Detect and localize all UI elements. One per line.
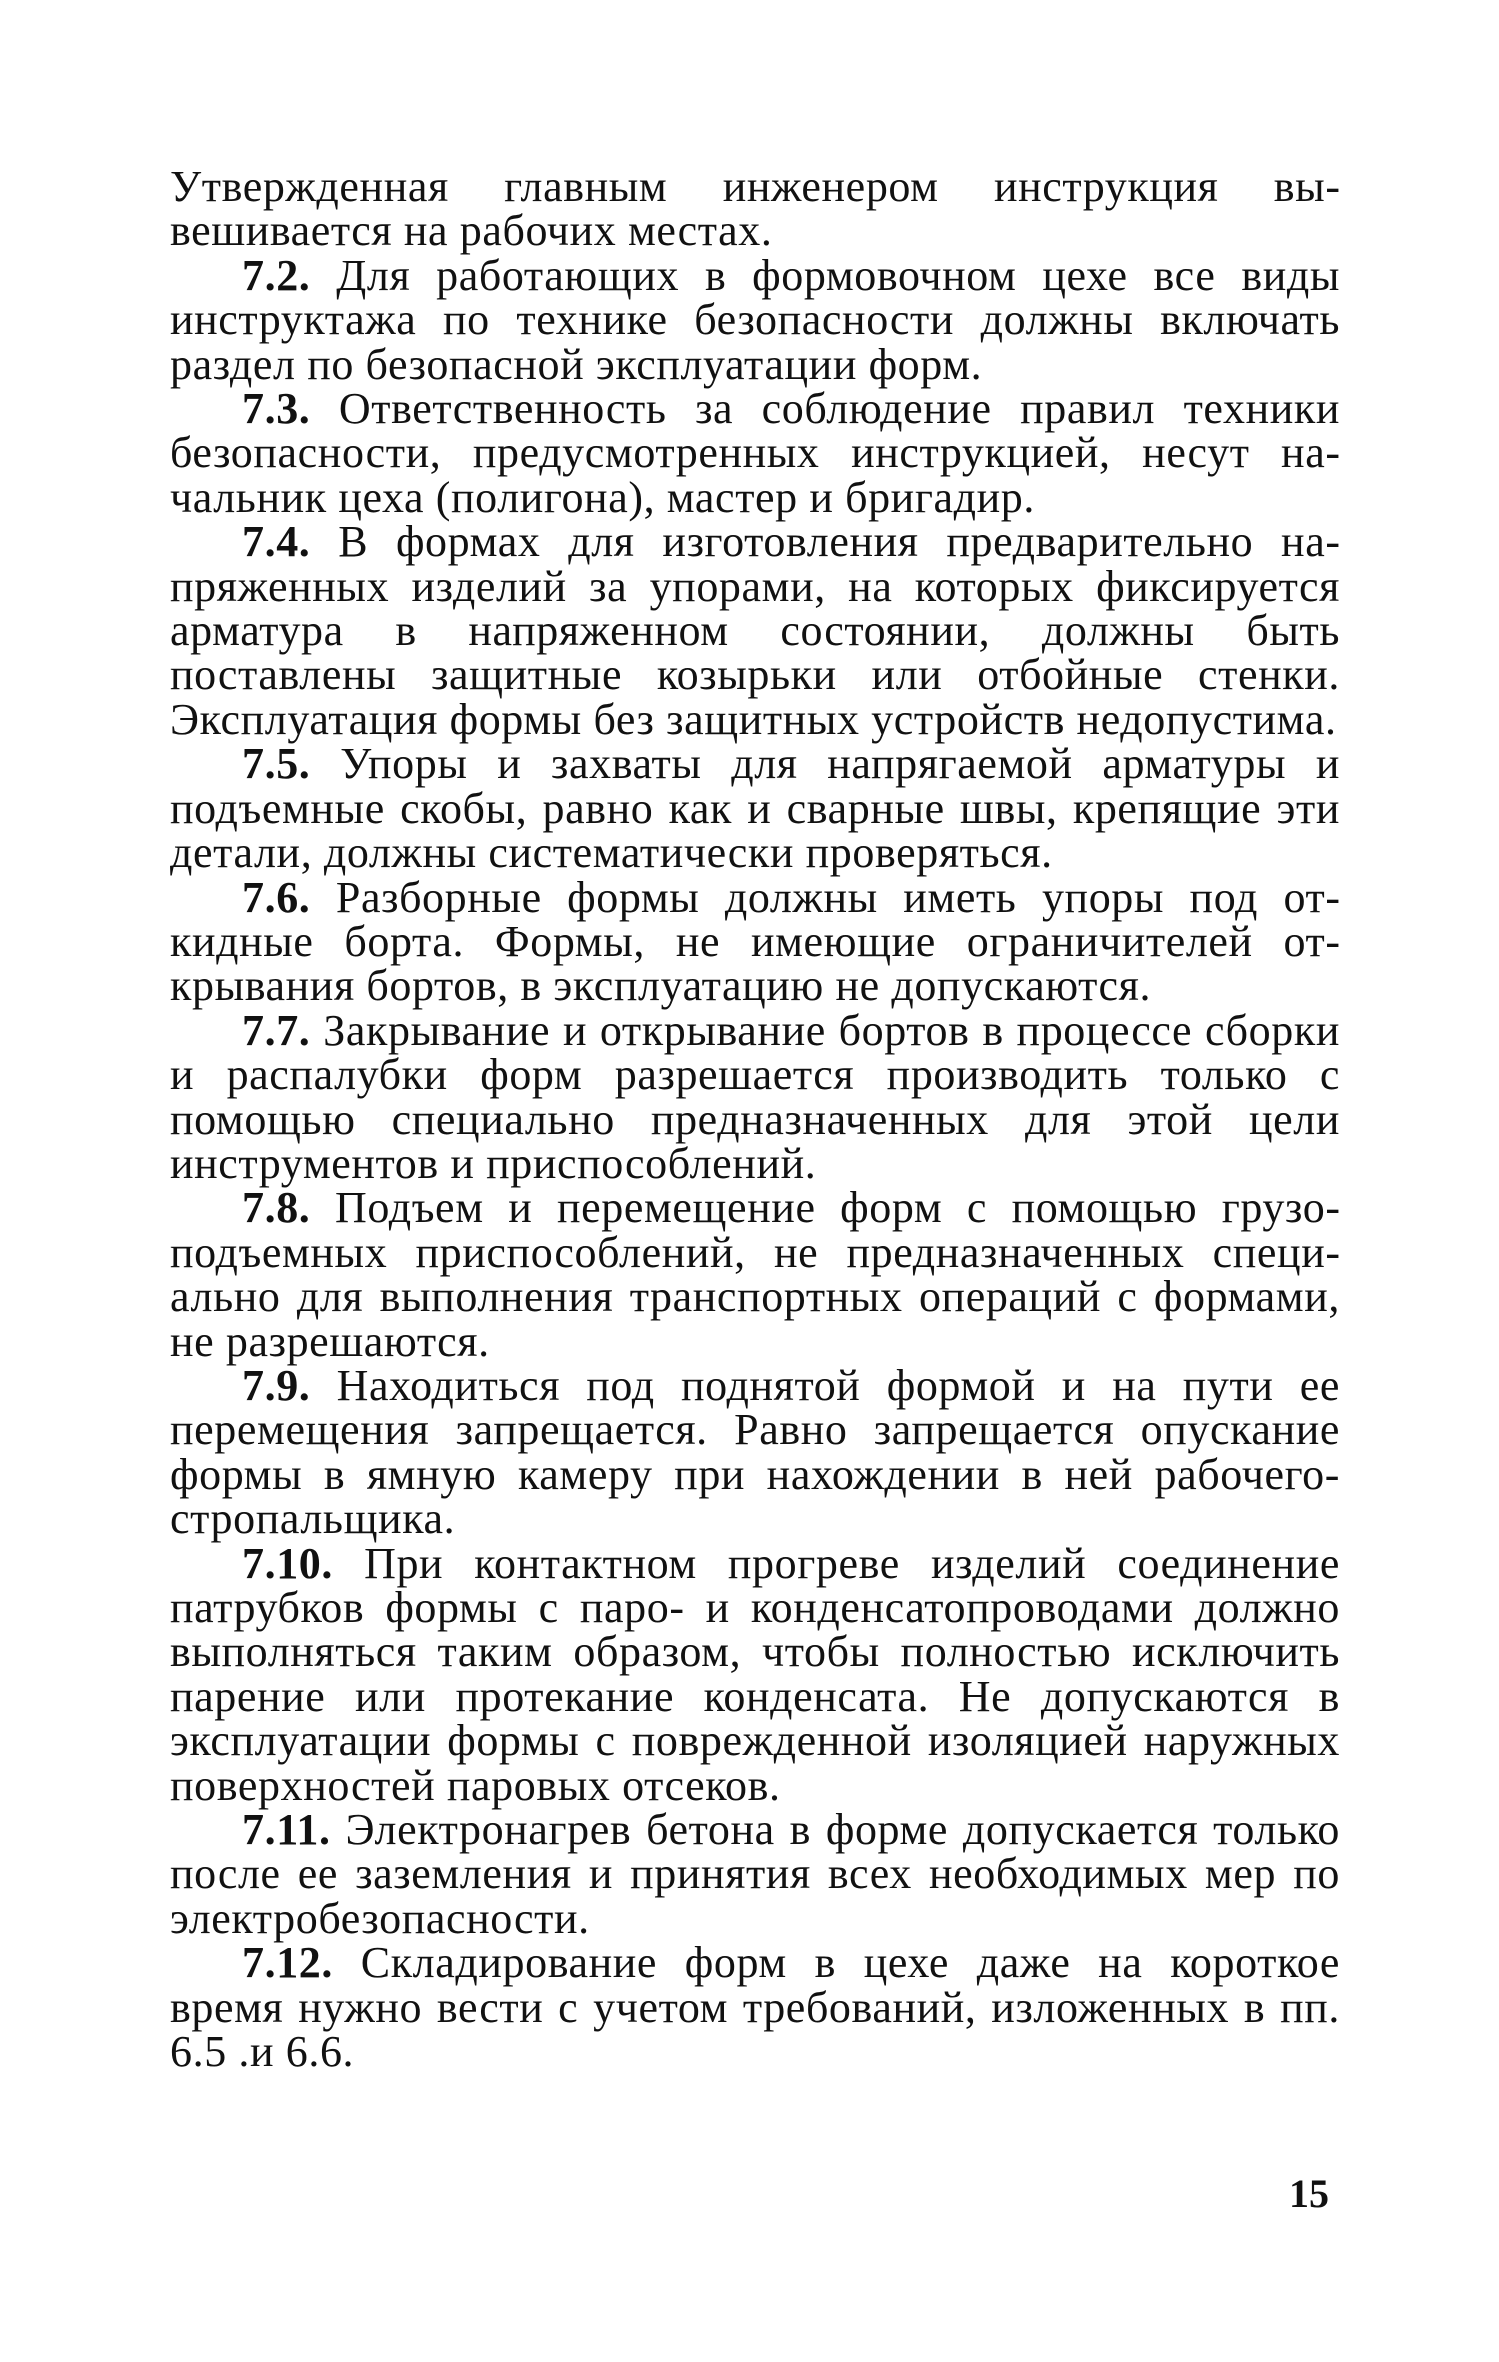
paragraph-7-4 bbox=[170, 517, 1340, 744]
paragraph-7-12 bbox=[170, 1938, 1340, 2077]
paragraph-text: При контактном прогреве изделий соединение патрубков формы с паро- и конденсатопроводами должно выполняться таким образом, чтобы полностью исключить парение или протекание конденсата. Не допускаются в эксплуатации формы с поврежденной изоляцией наружных поверхностей паровых отсеков. bbox=[170, 1538, 1340, 1810]
paragraph-text: Находиться под поднятой формой и на пути ее перемещения запрещается. Равно запрещается опускание формы в ямную камеру при нахождении в ней рабочего-стропальщика. bbox=[170, 1360, 1340, 1544]
paragraph-7-9 bbox=[170, 1360, 1340, 1544]
paragraph-text: Электронагрев бетона в форме допускается только после ее заземления и принятия всех необходимых мер по электробезопасности. bbox=[170, 1805, 1340, 1943]
intro-text: Утвержденная главным инженером инструкция вывешивается на рабочих местах. bbox=[170, 162, 1340, 256]
paragraph-text: Упоры и захваты для напрягаемой арматуры и подъемные скобы, равно как и сварные швы, крепящие эти детали, должны систематически проверяться. bbox=[170, 739, 1341, 878]
paragraph-7-2 bbox=[170, 250, 1340, 389]
paragraph-number: 7.3. bbox=[242, 384, 311, 434]
paragraph-text: Складирование форм в цехе даже на короткое время нужно вести с учетом требований, изложенных в пп. 6.5 .и 6.6. bbox=[170, 1938, 1340, 2077]
document-body bbox=[170, 162, 1341, 2077]
paragraph-text: Подъем и перемещение форм с помощью грузоподъемных приспособлений, не предназначенных специально для выполнения транспортных операций с формами, не разрешаются. bbox=[170, 1183, 1341, 1366]
paragraph-number: 7.10. bbox=[242, 1538, 333, 1588]
paragraph-number: 7.9. bbox=[242, 1360, 311, 1410]
paragraph-number: 7.12. bbox=[242, 1938, 333, 1988]
page-number: 15 bbox=[1289, 2171, 1329, 2216]
paragraph-text: Для работающих в формовочном цехе все виды инструктажа по технике безопасности должны включать раздел по безопасной эксплуатации форм. bbox=[170, 250, 1340, 389]
paragraph-7-10 bbox=[170, 1538, 1340, 1810]
paragraph-number: 7.5. bbox=[242, 739, 311, 789]
paragraph-number: 7.6. bbox=[242, 872, 311, 922]
paragraph-number: 7.8. bbox=[242, 1183, 311, 1233]
paragraph-7-5 bbox=[170, 739, 1341, 878]
paragraph-number: 7.11. bbox=[242, 1805, 331, 1855]
paragraph-7-8 bbox=[170, 1183, 1341, 1366]
paragraph-text: Закрывание и открывание бортов в процессе сборки и распалубки форм разрешается производить только с помощью специально предназначенных для этой цели инструментов и приспособлений. bbox=[170, 1005, 1340, 1188]
paragraph-number: 7.2. bbox=[242, 250, 311, 300]
paragraph-7-7 bbox=[170, 1005, 1340, 1188]
paragraph-number: 7.4. bbox=[242, 517, 311, 567]
paragraph-7-11 bbox=[170, 1805, 1340, 1943]
paragraph-number: 7.7. bbox=[242, 1005, 311, 1055]
paragraph-7-6 bbox=[170, 872, 1340, 1011]
paragraph-text: Разборные формы должны иметь упоры под откидные борта. Формы, не имеющие ограничителей открывания бортов, в эксплуатацию не допускаются. bbox=[170, 872, 1340, 1011]
paragraph-7-3 bbox=[170, 384, 1340, 522]
intro-paragraph bbox=[170, 162, 1340, 256]
paragraph-text: В формах для изготовления предварительно напряженных изделий за упорами, на которых фиксируется арматура в напряженном состоянии, должны быть поставлены защитные козырьки или отбойные стенки. Эксплуатация формы без защитных устройств недопустима. bbox=[170, 517, 1340, 744]
paragraph-text: Ответственность за соблюдение правил техники безопасности, предусмотренных инструкцией, несут начальник цеха (полигона), мастер и бригадир. bbox=[170, 384, 1340, 522]
